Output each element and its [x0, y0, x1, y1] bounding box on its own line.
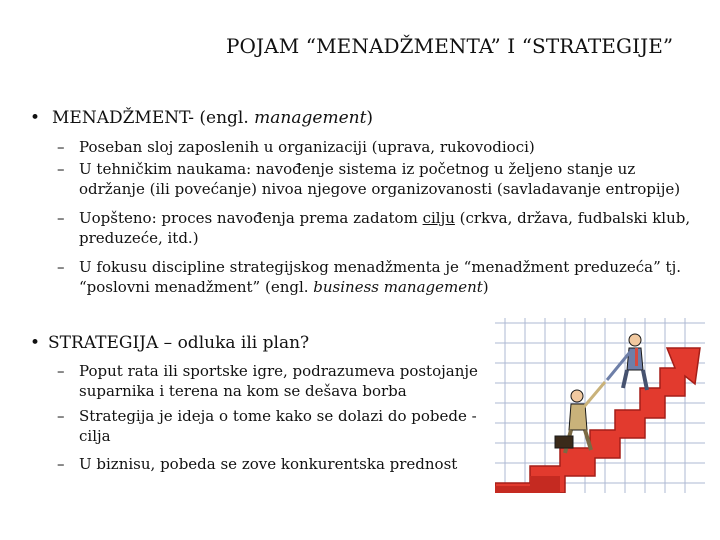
- bullet: •: [30, 108, 41, 128]
- list-item-text: Strategija je ideja o tome kako se dolazi do pobede - cilja: [79, 407, 477, 445]
- list-item-text: [79, 258, 699, 297]
- heading-text: [52, 108, 373, 128]
- text-part: (crkva, država, fudbalski klub, preduzeće, itd.): [79, 209, 691, 247]
- text-part: ): [482, 277, 489, 296]
- dash: –: [57, 160, 65, 178]
- heading-text: STRATEGIJA – odluka ili plan?: [48, 333, 310, 353]
- dash: –: [57, 258, 65, 276]
- page-title: POJAM “MENADŽMENTA” I “STRATEGIJE”: [226, 34, 674, 58]
- dash: –: [57, 209, 65, 227]
- list-item-text: Poseban sloj zaposlenih u organizaciji (uprava, rukovodioci): [79, 138, 535, 156]
- grid: [495, 318, 705, 493]
- italic-part: business management: [313, 277, 483, 296]
- dash: –: [57, 407, 65, 425]
- list-item-text: U biznisu, pobeda se zove konkurentska prednost: [79, 455, 458, 473]
- text-part: U fokusu discipline strategijskog menadžmenta je “menadžment preduzeća” tj. “poslovni menadžment” (engl.: [79, 258, 682, 296]
- underlined-word: cilju: [422, 209, 455, 227]
- bullet: •: [30, 333, 41, 353]
- text-part: Uopšteno: proces navođenja prema zadatom: [79, 209, 423, 227]
- heading-italic: management: [254, 108, 367, 128]
- heading-end: ): [366, 108, 374, 128]
- list-item-text: Poput rata ili sportske igre, podrazumeva postojanje suparnika i terena na kom se dešava borba: [79, 362, 478, 400]
- heading-main: MENADŽMENT- (engl.: [52, 108, 255, 128]
- red-staircase-arrow: [495, 348, 700, 493]
- list-item-text: U tehničkim naukama: navođenje sistema iz početnog u željeno stanje uz održanje (ili povećanje) nivoa njegove organizovanosti (savladavanje entropije): [79, 160, 681, 198]
- dash: –: [57, 455, 65, 473]
- staircase-success-icon: [495, 318, 705, 493]
- climber-top: [607, 334, 647, 390]
- dash: –: [57, 138, 65, 156]
- dash: –: [57, 362, 65, 380]
- list-item-text: [79, 209, 699, 248]
